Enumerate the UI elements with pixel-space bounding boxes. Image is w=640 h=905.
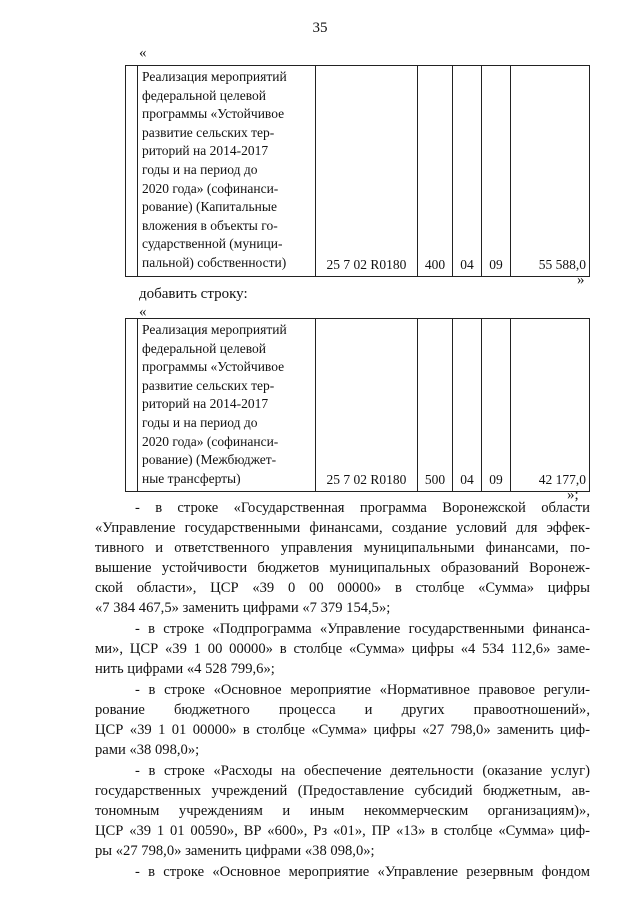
close-quote-1: » [577,272,585,288]
rz-cell: 04 [453,66,482,277]
text-line: «Управление государственными финансами, создание условий для эффек- [95,519,590,536]
open-quote-1: « [139,45,147,61]
name-line: программы «Устойчивое [142,106,285,122]
csr-cell: 25 7 02 R0180 [316,319,418,492]
pr-cell: 09 [482,66,511,277]
name-line: Реализация мероприятий [142,322,287,337]
name-line: рование) (Межбюджет- [142,452,277,468]
rz-cell: 04 [453,319,482,492]
name-line: пальной) собственности) [142,254,287,270]
text-line: «7 384 467,5» заменить цифрами «7 379 154,5»; [95,599,391,616]
text-line: - в строке «Основное мероприятие «Управление резервным фондом [135,864,590,880]
text-line: - в строке «Расходы на обеспечение деятельности (оказание услуг) [135,763,590,779]
text-line: тономным учреждениям и иным некоммерческим организациям)», [95,802,590,819]
empty-cell [126,319,138,492]
name-line: риторий на 2014-2017 [142,396,269,412]
text-line: ры «27 798,0» заменить цифрами «38 098,0»; [95,842,375,859]
name-line: федеральной целевой [142,340,266,356]
name-line: сударственной (муници- [142,236,283,252]
row-name-cell [138,319,316,492]
text-line: ской области», ЦСР «39 0 00 00000» в столбце «Сумма» цифры [95,579,590,596]
name-line: развитие сельских тер- [142,377,275,393]
name-line: развитие сельских тер- [142,124,275,140]
text-line: ЦСР «39 1 01 00000» в столбце «Сумма» цифры «27 798,0» заменить циф- [95,721,590,738]
amendment-paragraph-1 [95,499,590,618]
close-quote-2: »; [567,487,579,503]
budget-row-table-1 [125,65,590,277]
csr-cell: 25 7 02 R0180 [316,66,418,277]
text-line: ми», ЦСР «39 1 00 00000» в столбце «Сумма» цифры «4 534 112,6» заме- [95,640,590,657]
text-line: - в строке «Государственная программа Воронежской области [135,500,590,516]
text-line: нить цифрами «4 528 799,6»; [95,660,275,677]
name-line: ные трансферты) [142,470,241,486]
text-line: рование бюджетного процесса и других правоотношений», [95,701,590,718]
add-row-instruction: добавить строку: [139,286,248,302]
budget-row-table-2 [125,318,590,492]
open-quote-2: « [139,304,147,320]
name-line: годы и на период до [142,414,258,430]
amendment-paragraph-3 [95,681,590,761]
name-line: риторий на 2014-2017 [142,143,269,159]
name-line: годы и на период до [142,161,258,177]
vr-cell: 500 [418,319,453,492]
name-line: 2020 года» (софинанси- [142,433,279,449]
table-row [126,319,590,492]
empty-cell [126,66,138,277]
pr-cell: 09 [482,319,511,492]
amendment-paragraph-5 [95,863,590,883]
name-line: Реализация мероприятий [142,69,287,84]
amendment-paragraph-2 [95,620,590,680]
name-line: вложения в объекты го- [142,217,278,233]
text-line: государственных учреждений (Предоставление субсидий бюджетным, ав- [95,782,590,799]
amendment-paragraph-4 [95,762,590,862]
text-line: - в строке «Подпрограмма «Управление государственными финанса- [135,621,590,637]
table-row [126,66,590,277]
name-line: рование) (Капитальные [142,199,277,215]
text-line: ЦСР «39 1 01 00590», ВР «600», Рз «01», ПР «13» в столбце «Сумма» циф- [95,822,590,839]
text-line: рами «38 098,0»; [95,741,200,758]
page-number: 35 [312,20,328,36]
sum-cell: 42 177,0 [511,319,590,492]
name-line: программы «Устойчивое [142,359,285,375]
text-line: тивного и ответственного управления муниципальными финансами, по- [95,539,590,556]
row-name-cell [138,66,316,277]
name-line: федеральной целевой [142,87,266,103]
vr-cell: 400 [418,66,453,277]
text-line: вышение устойчивости бюджетов муниципальных образований Воронеж- [95,559,590,576]
text-line: - в строке «Основное мероприятие «Нормативное правовое регули- [135,682,590,698]
sum-cell: 55 588,0 [511,66,590,277]
name-line: 2020 года» (софинанси- [142,180,279,196]
